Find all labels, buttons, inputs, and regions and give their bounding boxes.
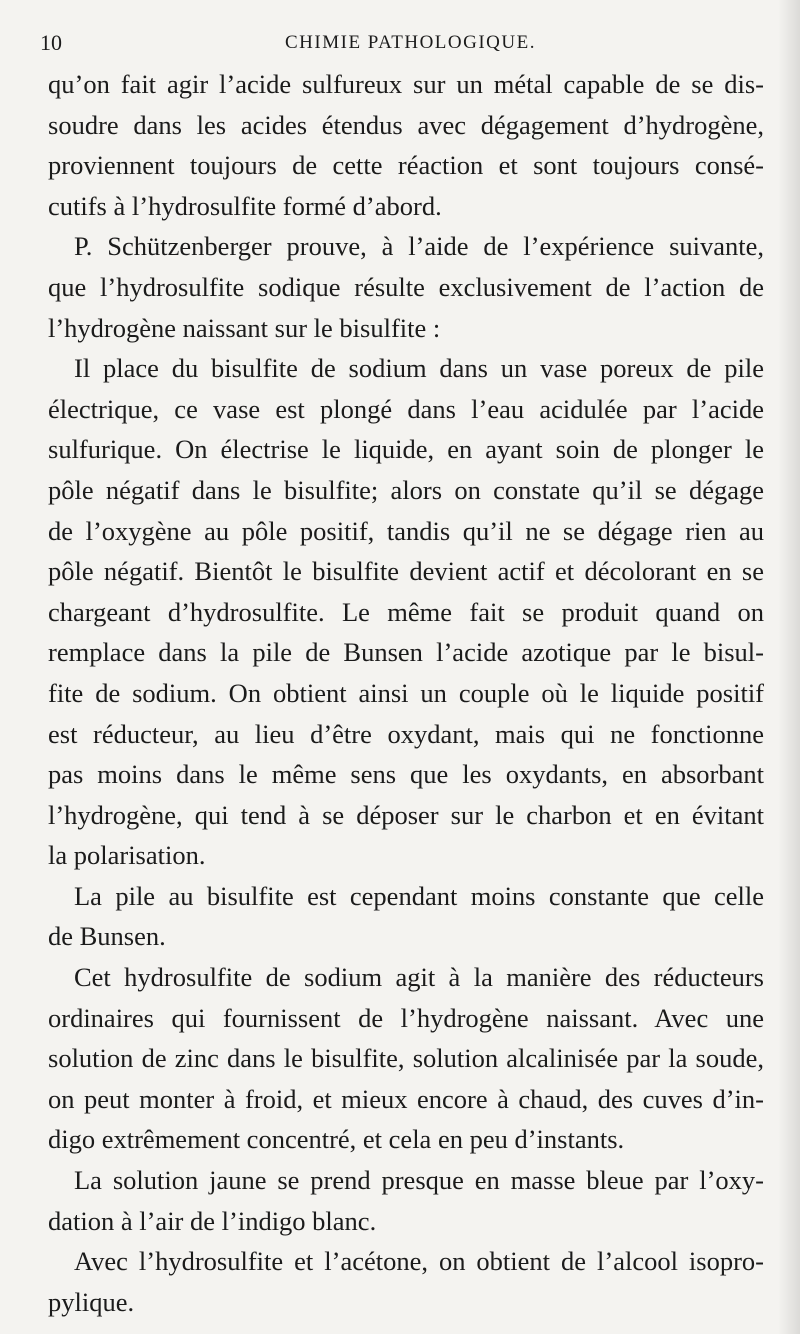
text-line: que l’hydrosulfite sodique résulte exclusivement de l’action de	[48, 271, 764, 302]
text-line: cutifs à l’hydrosulfite formé d’abord.	[48, 190, 442, 221]
text-line: La pile au bisulfite est cependant moins constante que celle	[74, 880, 764, 911]
text-line: P. Schützenberger prouve, à l’aide de l’expérience suivante,	[74, 231, 764, 262]
text-line: ordinaires qui fournissent de l’hydrogène naissant. Avec une	[48, 1002, 764, 1033]
text-line: l’hydrogène, qui tend à se déposer sur le charbon et en évitant	[48, 799, 764, 830]
body-text	[48, 64, 764, 1322]
text-line: Avec l’hydrosulfite et l’acétone, on obtient de l’alcool isopro-	[74, 1246, 764, 1277]
text-line: pas moins dans le même sens que les oxydants, en absorbant	[48, 759, 764, 790]
text-line: la polarisation.	[48, 840, 206, 871]
text-line: remplace dans la pile de Bunsen l’acide azotique par le bisul-	[48, 637, 764, 668]
text-line: La solution jaune se prend presque en masse bleue par l’oxy-	[74, 1165, 764, 1196]
page-number: 10	[40, 30, 62, 55]
text-line: qu’on fait agir l’acide sulfureux sur un métal capable de se dis-	[48, 69, 764, 99]
text-line: électrique, ce vase est plongé dans l’eau acidulée par l’acide	[48, 393, 764, 424]
text-line: sulfurique. On électrise le liquide, en ayant soin de plonger le	[48, 434, 764, 465]
text-line: proviennent toujours de cette réaction et sont toujours consé-	[48, 150, 764, 181]
text-line: de Bunsen.	[48, 921, 166, 952]
text-line: chargeant d’hydrosulfite. Le même fait se produit quand on	[48, 596, 764, 627]
running-title: CHIMIE PATHOLOGIQUE.	[285, 32, 536, 53]
text-line: est réducteur, au lieu d’être oxydant, mais qui ne fonctionne	[48, 718, 764, 749]
text-line: de l’oxygène au pôle positif, tandis qu’il ne se dégage rien au	[48, 515, 764, 546]
text-line: soudre dans les acides étendus avec dégagement d’hydrogène,	[48, 109, 764, 140]
text-line: pôle négatif dans le bisulfite; alors on constate qu’il se dégage	[48, 474, 764, 505]
text-line: l’hydrogène naissant sur le bisulfite :	[48, 312, 441, 343]
text-line: pôle négatif. Bientôt le bisulfite devient actif et décolorant en se	[48, 556, 764, 587]
page-header	[40, 26, 760, 60]
text-line: Cet hydrosulfite de sodium agit à la manière des réducteurs	[74, 962, 764, 993]
text-line: pylique.	[48, 1286, 135, 1317]
text-line: Il place du bisulfite de sodium dans un vase poreux de pile	[74, 353, 764, 384]
page-edge-shadow	[778, 0, 800, 1334]
text-line: on peut monter à froid, et mieux encore à chaud, des cuves d’in-	[48, 1083, 764, 1114]
text-line: fite de sodium. On obtient ainsi un couple où le liquide positif	[48, 677, 764, 708]
text-line: solution de zinc dans le bisulfite, solution alcalinisée par la soude,	[48, 1043, 764, 1074]
text-line: dation à l’air de l’indigo blanc.	[48, 1205, 377, 1236]
text-line: digo extrêmement concentré, et cela en peu d’instants.	[48, 1124, 625, 1155]
